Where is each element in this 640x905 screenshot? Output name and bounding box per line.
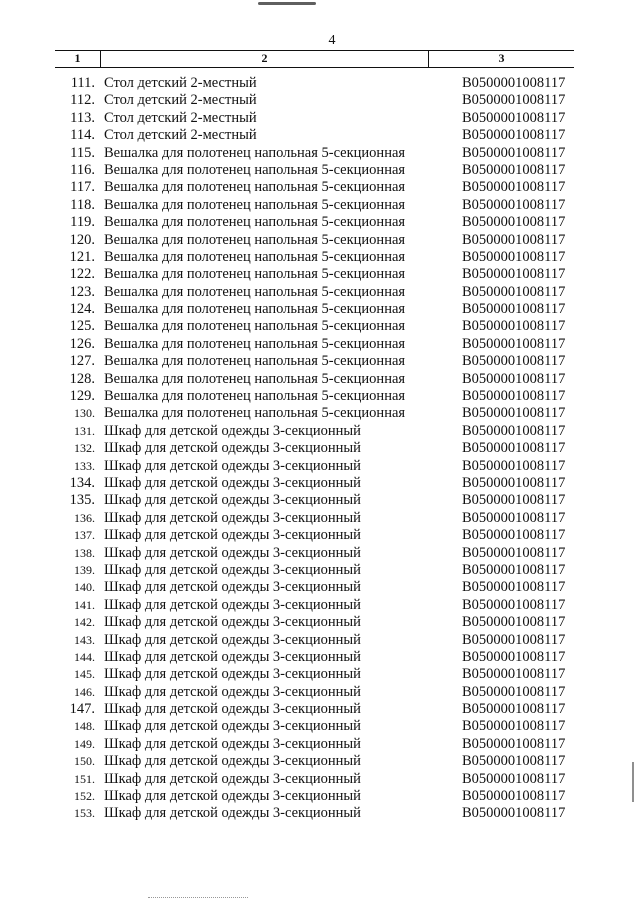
row-number: 133. xyxy=(74,458,95,473)
item-name: Вешалка для полотенец напольная 5-секционная xyxy=(104,196,406,213)
row-number: 143. xyxy=(74,632,95,647)
scan-artifact-bottom xyxy=(148,897,248,899)
item-code: B0500001008117 xyxy=(462,648,566,665)
item-code: B0500001008117 xyxy=(462,805,566,822)
item-name: Вешалка для полотенец напольная 5-секционная xyxy=(104,179,406,196)
table-row xyxy=(55,492,574,509)
table-row xyxy=(55,214,574,231)
item-name: Шкаф для детской одежды 3-секционный xyxy=(104,770,361,787)
table-row xyxy=(55,475,574,492)
table-row xyxy=(55,649,574,666)
table-row xyxy=(55,197,574,214)
scan-artifact-top xyxy=(258,2,316,5)
item-name: Шкаф для детской одежды 3-секционный xyxy=(104,596,361,613)
column-header-1: 1 xyxy=(55,51,101,67)
row-number: 124. xyxy=(69,301,95,318)
table-row xyxy=(55,632,574,649)
column-header-3: 3 xyxy=(498,51,505,65)
item-code: B0500001008117 xyxy=(462,335,566,352)
item-name: Вешалка для полотенец напольная 5-секционная xyxy=(104,214,406,231)
row-number: 137. xyxy=(74,528,95,543)
item-code: B0500001008117 xyxy=(462,631,566,648)
table-row xyxy=(55,771,574,788)
item-code: B0500001008117 xyxy=(462,666,566,683)
row-number: 132. xyxy=(74,441,95,456)
table-row xyxy=(55,353,574,370)
table-row xyxy=(55,597,574,614)
item-name: Вешалка для полотенец напольная 5-секционная xyxy=(104,161,406,178)
column-header-2: 2 xyxy=(101,51,429,67)
table-row xyxy=(55,579,574,596)
item-code: B0500001008117 xyxy=(462,231,566,248)
table-row xyxy=(55,75,574,92)
item-code: B0500001008117 xyxy=(462,370,566,387)
row-number: 141. xyxy=(74,597,95,612)
item-name: Шкаф для детской одежды 3-секционный xyxy=(104,735,361,752)
item-name: Шкаф для детской одежды 3-секционный xyxy=(104,648,361,665)
table-row xyxy=(55,127,574,144)
item-code: B0500001008117 xyxy=(462,422,566,439)
row-number: 112. xyxy=(70,92,95,109)
row-number: 114. xyxy=(70,127,95,144)
item-name: Шкаф для детской одежды 3-секционный xyxy=(104,457,361,474)
table-row xyxy=(55,718,574,735)
row-number: 146. xyxy=(74,684,95,699)
table-body xyxy=(55,75,574,823)
item-name: Вешалка для полотенец напольная 5-секционная xyxy=(104,144,406,161)
row-number: 116. xyxy=(70,161,95,178)
item-name: Шкаф для детской одежды 3-секционный xyxy=(104,527,361,544)
row-number: 142. xyxy=(74,615,95,630)
item-code: B0500001008117 xyxy=(462,353,566,370)
item-code: B0500001008117 xyxy=(462,561,566,578)
table-row xyxy=(55,736,574,753)
table-row xyxy=(55,179,574,196)
table-row xyxy=(55,788,574,805)
row-number: 138. xyxy=(74,545,95,560)
item-name: Шкаф для детской одежды 3-секционный xyxy=(104,579,361,596)
row-number: 140. xyxy=(74,580,95,595)
item-name: Шкаф для детской одежды 3-секционный xyxy=(104,422,361,439)
table-row xyxy=(55,562,574,579)
item-code: B0500001008117 xyxy=(462,109,566,126)
item-code: B0500001008117 xyxy=(462,770,566,787)
item-name: Шкаф для детской одежды 3-секционный xyxy=(104,718,361,735)
row-number: 129. xyxy=(69,388,95,405)
item-code: B0500001008117 xyxy=(462,161,566,178)
table-row xyxy=(55,371,574,388)
row-number: 150. xyxy=(74,754,95,769)
item-code: B0500001008117 xyxy=(462,144,566,161)
table-row xyxy=(55,458,574,475)
row-number: 135. xyxy=(69,492,95,509)
item-name: Шкаф для детской одежды 3-секционный xyxy=(104,701,361,718)
table-row xyxy=(55,162,574,179)
row-number: 120. xyxy=(69,231,95,248)
item-code: B0500001008117 xyxy=(462,318,566,335)
table-row xyxy=(55,92,574,109)
item-name: Вешалка для полотенец напольная 5-секционная xyxy=(104,370,406,387)
item-code: B0500001008117 xyxy=(462,92,566,109)
row-number: 115. xyxy=(70,144,95,161)
table-header-row xyxy=(55,50,574,68)
table-row xyxy=(55,266,574,283)
item-name: Вешалка для полотенец напольная 5-секционная xyxy=(104,248,406,265)
table-row xyxy=(55,318,574,335)
item-name: Шкаф для детской одежды 3-секционный xyxy=(104,474,361,491)
table-row xyxy=(55,423,574,440)
row-number: 121. xyxy=(69,248,95,265)
table-row xyxy=(55,614,574,631)
item-name: Шкаф для детской одежды 3-секционный xyxy=(104,561,361,578)
item-code: B0500001008117 xyxy=(462,196,566,213)
row-number: 151. xyxy=(74,771,95,786)
item-code: B0500001008117 xyxy=(462,301,566,318)
row-number: 144. xyxy=(74,649,95,664)
item-name: Шкаф для детской одежды 3-секционный xyxy=(104,788,361,805)
item-code: B0500001008117 xyxy=(462,266,566,283)
row-number: 152. xyxy=(74,789,95,804)
item-name: Стол детский 2-местный xyxy=(104,109,257,126)
table-row xyxy=(55,510,574,527)
item-code: B0500001008117 xyxy=(462,527,566,544)
row-number: 148. xyxy=(74,719,95,734)
item-code: B0500001008117 xyxy=(462,474,566,491)
row-number: 128. xyxy=(69,370,95,387)
item-name: Вешалка для полотенец напольная 5-секционная xyxy=(104,283,406,300)
item-code: B0500001008117 xyxy=(462,440,566,457)
row-number: 134. xyxy=(69,474,95,491)
item-code: B0500001008117 xyxy=(462,388,566,405)
items-table xyxy=(55,50,574,823)
item-name: Вешалка для полотенец напольная 5-секционная xyxy=(104,353,406,370)
item-name: Вешалка для полотенец напольная 5-секционная xyxy=(104,388,406,405)
row-number: 125. xyxy=(69,318,95,335)
item-code: B0500001008117 xyxy=(462,248,566,265)
table-row xyxy=(55,527,574,544)
item-code: B0500001008117 xyxy=(462,214,566,231)
item-name: Вешалка для полотенец напольная 5-секционная xyxy=(104,231,406,248)
item-name: Шкаф для детской одежды 3-секционный xyxy=(104,666,361,683)
item-name: Шкаф для детской одежды 3-секционный xyxy=(104,509,361,526)
item-name: Шкаф для детской одежды 3-секционный xyxy=(104,683,361,700)
item-name: Шкаф для детской одежды 3-секционный xyxy=(104,492,361,509)
row-number: 117. xyxy=(70,179,95,196)
scan-artifact-right xyxy=(632,762,634,802)
row-number: 127. xyxy=(69,353,95,370)
table-row xyxy=(55,388,574,405)
table-row xyxy=(55,545,574,562)
page-number: 4 xyxy=(328,33,336,48)
row-number: 139. xyxy=(74,562,95,577)
item-name: Шкаф для детской одежды 3-секционный xyxy=(104,614,361,631)
row-number: 113. xyxy=(70,109,95,126)
table-row xyxy=(55,405,574,422)
item-code: B0500001008117 xyxy=(462,457,566,474)
row-number: 149. xyxy=(74,736,95,751)
row-number: 153. xyxy=(74,806,95,821)
item-code: B0500001008117 xyxy=(462,614,566,631)
item-code: B0500001008117 xyxy=(462,492,566,509)
table-row xyxy=(55,301,574,318)
item-code: B0500001008117 xyxy=(462,753,566,770)
table-row xyxy=(55,284,574,301)
row-number: 123. xyxy=(69,283,95,300)
row-number: 122. xyxy=(69,266,95,283)
item-name: Стол детский 2-местный xyxy=(104,92,257,109)
item-name: Шкаф для детской одежды 3-секционный xyxy=(104,753,361,770)
table-row xyxy=(55,666,574,683)
row-number: 131. xyxy=(74,423,95,438)
item-code: B0500001008117 xyxy=(462,683,566,700)
item-name: Шкаф для детской одежды 3-секционный xyxy=(104,805,361,822)
item-name: Вешалка для полотенец напольная 5-секционная xyxy=(104,335,406,352)
item-name: Шкаф для детской одежды 3-секционный xyxy=(104,544,361,561)
table-row xyxy=(55,110,574,127)
item-code: B0500001008117 xyxy=(462,701,566,718)
table-row xyxy=(55,684,574,701)
table-row xyxy=(55,753,574,770)
item-name: Вешалка для полотенец напольная 5-секционная xyxy=(104,301,406,318)
item-code: B0500001008117 xyxy=(462,544,566,561)
row-number: 119. xyxy=(70,214,95,231)
item-name: Стол детский 2-местный xyxy=(104,127,257,144)
table-row xyxy=(55,440,574,457)
row-number: 111. xyxy=(70,75,95,91)
item-code: B0500001008117 xyxy=(462,179,566,196)
item-name: Стол детский 2-местный xyxy=(104,75,257,91)
table-row xyxy=(55,336,574,353)
table-row xyxy=(55,701,574,718)
table-row xyxy=(55,145,574,162)
item-code: B0500001008117 xyxy=(462,405,566,422)
row-number: 145. xyxy=(74,667,95,682)
item-name: Вешалка для полотенец напольная 5-секционная xyxy=(104,405,406,422)
item-name: Вешалка для полотенец напольная 5-секционная xyxy=(104,266,406,283)
item-code: B0500001008117 xyxy=(462,283,566,300)
table-row xyxy=(55,805,574,822)
item-code: B0500001008117 xyxy=(462,788,566,805)
row-number: 136. xyxy=(74,510,95,525)
row-number: 126. xyxy=(69,335,95,352)
row-number: 118. xyxy=(70,196,95,213)
row-number: 130. xyxy=(74,406,95,421)
item-name: Шкаф для детской одежды 3-секционный xyxy=(104,440,361,457)
item-code: B0500001008117 xyxy=(462,735,566,752)
table-row xyxy=(55,232,574,249)
row-number: 147. xyxy=(69,701,95,718)
item-code: B0500001008117 xyxy=(462,718,566,735)
item-code: B0500001008117 xyxy=(462,509,566,526)
item-name: Вешалка для полотенец напольная 5-секционная xyxy=(104,318,406,335)
item-code: B0500001008117 xyxy=(462,75,566,91)
item-code: B0500001008117 xyxy=(462,596,566,613)
table-row xyxy=(55,249,574,266)
item-code: B0500001008117 xyxy=(462,579,566,596)
item-name: Шкаф для детской одежды 3-секционный xyxy=(104,631,361,648)
item-code: B0500001008117 xyxy=(462,127,566,144)
